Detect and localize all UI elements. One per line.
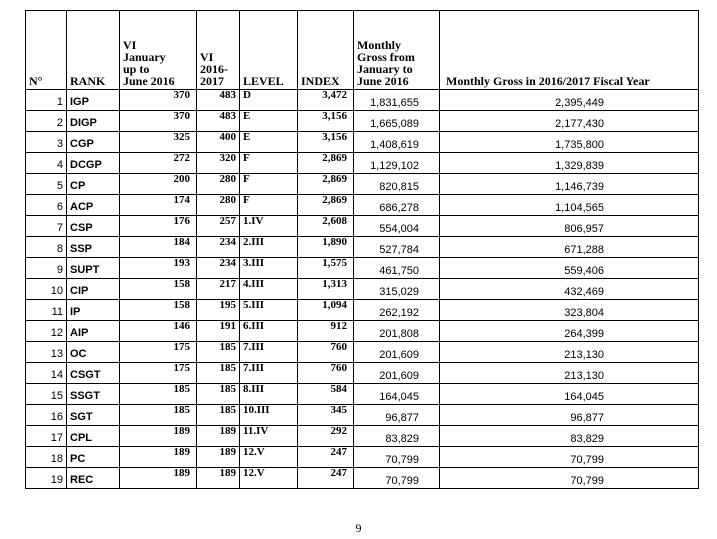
page-number: 9 — [355, 521, 362, 535]
cell-vi-jan-june: 189 — [120, 426, 197, 447]
table-row — [26, 132, 699, 153]
cell-level: 2.III — [240, 237, 298, 258]
cell-index: 247 — [298, 468, 354, 489]
table-row — [26, 342, 699, 363]
table-row — [26, 363, 699, 384]
cell-gross-fiscal-year: 96,877 — [440, 405, 699, 426]
cell-vi-2016-2017: 483 — [197, 90, 240, 111]
cell-index: 247 — [298, 447, 354, 468]
cell-gross-fiscal-year: 432,469 — [440, 279, 699, 300]
cell-gross-jan-june: 315,029 — [354, 279, 440, 300]
cell-gross-jan-june: 262,192 — [354, 300, 440, 321]
cell-rank: CSP — [67, 216, 120, 237]
cell-rank: CIP — [67, 279, 120, 300]
cell-vi-2016-2017: 185 — [197, 384, 240, 405]
cell-level: D — [240, 90, 298, 111]
cell-no: 3 — [26, 132, 67, 153]
table-row — [26, 300, 699, 321]
cell-vi-jan-june: 185 — [120, 405, 197, 426]
table-row — [26, 405, 699, 426]
cell-no: 1 — [26, 90, 67, 111]
cell-level: 12.V — [240, 468, 298, 489]
header-level: LEVEL — [240, 11, 298, 90]
cell-level: F — [240, 153, 298, 174]
cell-level: 7.III — [240, 342, 298, 363]
cell-vi-jan-june: 272 — [120, 153, 197, 174]
cell-rank: REC — [67, 468, 120, 489]
cell-gross-jan-june: 201,808 — [354, 321, 440, 342]
cell-vi-2016-2017: 217 — [197, 279, 240, 300]
cell-level: 5.III — [240, 300, 298, 321]
cell-gross-jan-june: 201,609 — [354, 363, 440, 384]
cell-rank: DCGP — [67, 153, 120, 174]
cell-rank: DIGP — [67, 111, 120, 132]
cell-gross-fiscal-year: 213,130 — [440, 363, 699, 384]
cell-no: 8 — [26, 237, 67, 258]
cell-gross-jan-june: 527,784 — [354, 237, 440, 258]
cell-vi-2016-2017: 483 — [197, 111, 240, 132]
cell-vi-jan-june: 174 — [120, 195, 197, 216]
cell-rank: PC — [67, 447, 120, 468]
cell-level: 11.IV — [240, 426, 298, 447]
cell-gross-jan-june: 1,408,619 — [354, 132, 440, 153]
cell-vi-jan-june: 184 — [120, 237, 197, 258]
cell-no: 12 — [26, 321, 67, 342]
table-row — [26, 468, 699, 489]
cell-index: 1,890 — [298, 237, 354, 258]
cell-no: 9 — [26, 258, 67, 279]
cell-gross-fiscal-year: 1,104,565 — [440, 195, 699, 216]
cell-vi-2016-2017: 189 — [197, 468, 240, 489]
table-row — [26, 195, 699, 216]
cell-vi-jan-june: 370 — [120, 90, 197, 111]
table-row — [26, 216, 699, 237]
cell-rank: CP — [67, 174, 120, 195]
cell-index: 912 — [298, 321, 354, 342]
cell-gross-fiscal-year: 2,395,449 — [440, 90, 699, 111]
cell-vi-2016-2017: 195 — [197, 300, 240, 321]
cell-vi-2016-2017: 257 — [197, 216, 240, 237]
cell-index: 1,094 — [298, 300, 354, 321]
cell-index: 2,869 — [298, 153, 354, 174]
cell-vi-2016-2017: 189 — [197, 447, 240, 468]
header-gross-fiscal-year: Monthly Gross in 2016/2017 Fiscal Year — [440, 11, 699, 90]
table-row — [26, 174, 699, 195]
cell-vi-jan-june: 370 — [120, 111, 197, 132]
cell-index: 292 — [298, 426, 354, 447]
cell-no: 15 — [26, 384, 67, 405]
cell-vi-jan-june: 158 — [120, 279, 197, 300]
cell-no: 13 — [26, 342, 67, 363]
header-gross-jan-june: Monthly Gross from January to June 2016 — [354, 11, 440, 90]
cell-rank: CGP — [67, 132, 120, 153]
cell-vi-2016-2017: 185 — [197, 342, 240, 363]
cell-index: 3,156 — [298, 132, 354, 153]
cell-level: 6.III — [240, 321, 298, 342]
header-vi-jan-june: VI January up to June 2016 — [120, 11, 197, 90]
cell-gross-fiscal-year: 323,804 — [440, 300, 699, 321]
table-row — [26, 237, 699, 258]
cell-gross-fiscal-year: 1,329,839 — [440, 153, 699, 174]
table-row — [26, 111, 699, 132]
cell-index: 1,575 — [298, 258, 354, 279]
cell-index: 584 — [298, 384, 354, 405]
cell-gross-fiscal-year: 559,406 — [440, 258, 699, 279]
cell-gross-jan-june: 554,004 — [354, 216, 440, 237]
cell-gross-jan-june: 70,799 — [354, 468, 440, 489]
cell-level: 3.III — [240, 258, 298, 279]
cell-gross-fiscal-year: 2,177,430 — [440, 111, 699, 132]
header-rank: RANK — [67, 11, 120, 90]
cell-vi-jan-june: 189 — [120, 447, 197, 468]
cell-no: 17 — [26, 426, 67, 447]
cell-rank: IP — [67, 300, 120, 321]
cell-gross-fiscal-year: 70,799 — [440, 447, 699, 468]
cell-rank: AIP — [67, 321, 120, 342]
cell-index: 3,156 — [298, 111, 354, 132]
cell-gross-jan-june: 820,815 — [354, 174, 440, 195]
cell-index: 2,869 — [298, 195, 354, 216]
table-header — [26, 11, 699, 90]
cell-index: 3,472 — [298, 90, 354, 111]
cell-vi-jan-june: 325 — [120, 132, 197, 153]
header-row — [26, 11, 699, 90]
cell-gross-jan-june: 96,877 — [354, 405, 440, 426]
cell-gross-fiscal-year: 1,146,739 — [440, 174, 699, 195]
cell-gross-jan-june: 1,665,089 — [354, 111, 440, 132]
cell-no: 16 — [26, 405, 67, 426]
cell-gross-jan-june: 686,278 — [354, 195, 440, 216]
cell-gross-fiscal-year: 1,735,800 — [440, 132, 699, 153]
cell-no: 14 — [26, 363, 67, 384]
cell-rank: IGP — [67, 90, 120, 111]
cell-vi-2016-2017: 234 — [197, 258, 240, 279]
cell-vi-jan-june: 200 — [120, 174, 197, 195]
cell-vi-2016-2017: 185 — [197, 363, 240, 384]
table-body — [26, 90, 699, 489]
cell-level: 4.III — [240, 279, 298, 300]
cell-rank: ACP — [67, 195, 120, 216]
cell-level: 10.III — [240, 405, 298, 426]
cell-rank: SGT — [67, 405, 120, 426]
cell-level: 1.IV — [240, 216, 298, 237]
cell-vi-jan-june: 189 — [120, 468, 197, 489]
cell-rank: SUPT — [67, 258, 120, 279]
cell-vi-jan-june: 146 — [120, 321, 197, 342]
cell-vi-2016-2017: 234 — [197, 237, 240, 258]
table-row — [26, 426, 699, 447]
table-row — [26, 447, 699, 468]
cell-vi-jan-june: 175 — [120, 342, 197, 363]
cell-index: 1,313 — [298, 279, 354, 300]
cell-gross-fiscal-year: 213,130 — [440, 342, 699, 363]
cell-level: F — [240, 174, 298, 195]
cell-gross-jan-june: 164,045 — [354, 384, 440, 405]
cell-vi-2016-2017: 185 — [197, 405, 240, 426]
cell-gross-fiscal-year: 264,399 — [440, 321, 699, 342]
cell-level: 7.III — [240, 363, 298, 384]
table-row — [26, 321, 699, 342]
cell-gross-jan-june: 70,799 — [354, 447, 440, 468]
header-index: INDEX — [298, 11, 354, 90]
cell-level: F — [240, 195, 298, 216]
table-row — [26, 90, 699, 111]
cell-rank: OC — [67, 342, 120, 363]
cell-vi-2016-2017: 320 — [197, 153, 240, 174]
cell-gross-fiscal-year: 83,829 — [440, 426, 699, 447]
cell-no: 5 — [26, 174, 67, 195]
cell-no: 10 — [26, 279, 67, 300]
cell-gross-fiscal-year: 671,288 — [440, 237, 699, 258]
cell-gross-fiscal-year: 806,957 — [440, 216, 699, 237]
cell-index: 760 — [298, 363, 354, 384]
cell-vi-jan-june: 176 — [120, 216, 197, 237]
cell-level: E — [240, 132, 298, 153]
cell-vi-2016-2017: 280 — [197, 174, 240, 195]
cell-gross-jan-june: 83,829 — [354, 426, 440, 447]
cell-vi-jan-june: 158 — [120, 300, 197, 321]
cell-gross-fiscal-year: 70,799 — [440, 468, 699, 489]
cell-no: 6 — [26, 195, 67, 216]
cell-no: 18 — [26, 447, 67, 468]
cell-vi-jan-june: 175 — [120, 363, 197, 384]
cell-index: 2,869 — [298, 174, 354, 195]
salary-table — [25, 10, 699, 489]
header-no: N° — [26, 11, 67, 90]
cell-vi-2016-2017: 191 — [197, 321, 240, 342]
cell-no: 11 — [26, 300, 67, 321]
cell-index: 760 — [298, 342, 354, 363]
cell-index: 345 — [298, 405, 354, 426]
cell-index: 2,608 — [298, 216, 354, 237]
cell-gross-fiscal-year: 164,045 — [440, 384, 699, 405]
cell-level: 12.V — [240, 447, 298, 468]
cell-rank: SSGT — [67, 384, 120, 405]
cell-no: 4 — [26, 153, 67, 174]
cell-rank: CPL — [67, 426, 120, 447]
cell-level: 8.III — [240, 384, 298, 405]
cell-gross-jan-june: 1,831,655 — [354, 90, 440, 111]
cell-vi-2016-2017: 400 — [197, 132, 240, 153]
cell-vi-2016-2017: 189 — [197, 426, 240, 447]
table-row — [26, 384, 699, 405]
cell-rank: CSGT — [67, 363, 120, 384]
header-vi-2016-2017: VI 2016- 2017 — [197, 11, 240, 90]
cell-vi-jan-june: 193 — [120, 258, 197, 279]
cell-gross-jan-june: 461,750 — [354, 258, 440, 279]
table-row — [26, 153, 699, 174]
cell-rank: SSP — [67, 237, 120, 258]
cell-no: 7 — [26, 216, 67, 237]
cell-vi-jan-june: 185 — [120, 384, 197, 405]
table-row — [26, 258, 699, 279]
cell-no: 2 — [26, 111, 67, 132]
cell-vi-2016-2017: 280 — [197, 195, 240, 216]
cell-gross-jan-june: 1,129,102 — [354, 153, 440, 174]
cell-no: 19 — [26, 468, 67, 489]
table-row — [26, 279, 699, 300]
cell-level: E — [240, 111, 298, 132]
cell-gross-jan-june: 201,609 — [354, 342, 440, 363]
